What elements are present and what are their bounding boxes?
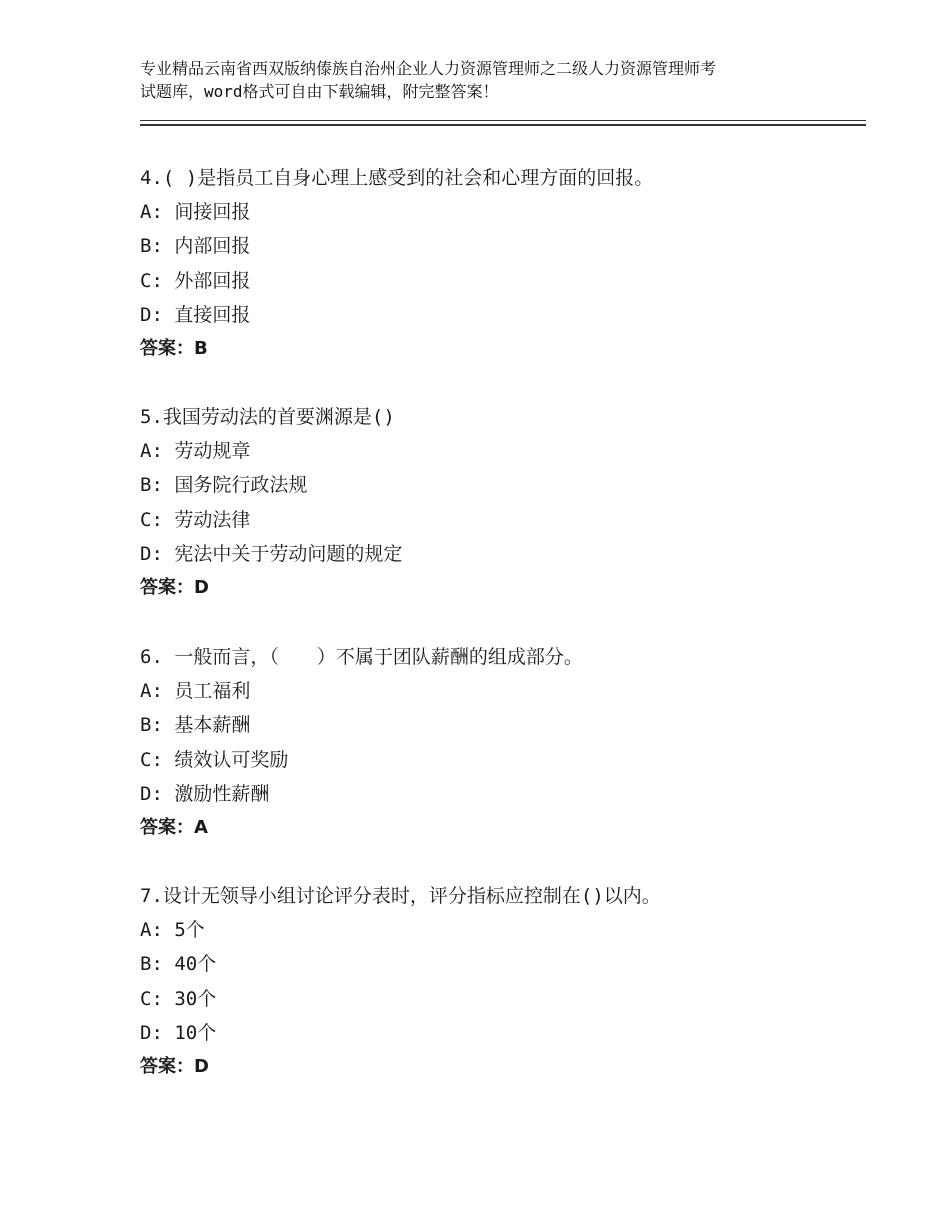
option-d: D: 宪法中关于劳动问题的规定	[140, 542, 403, 565]
option-a: A: 劳动规章	[140, 440, 251, 463]
option-a: A: 5个	[140, 919, 205, 942]
answer-label: 答案：D	[140, 1055, 209, 1077]
option-a: A: 员工福利	[140, 680, 251, 703]
question-6	[140, 640, 880, 845]
option-b: B: 40个	[140, 953, 217, 976]
question-stem: 5.我国劳动法的首要渊源是()	[140, 406, 395, 428]
option-d: D: 激励性薪酬	[140, 782, 270, 805]
header-line-1: 专业精品云南省西双版纳傣族自治州企业人力资源管理师之二级人力资源管理师考	[140, 59, 717, 78]
question-7	[140, 879, 880, 1084]
option-b: B: 国务院行政法规	[140, 474, 308, 497]
question-stem: 4.( )是指员工自身心理上感受到的社会和心理方面的回报。	[140, 167, 654, 189]
option-d: D: 10个	[140, 1021, 217, 1044]
answer-label: 答案：B	[140, 337, 208, 359]
option-c: C: 劳动法律	[140, 508, 251, 531]
answer-label: 答案：A	[140, 816, 208, 838]
option-d: D: 直接回报	[140, 303, 251, 326]
header-divider-bottom	[140, 124, 866, 126]
document-header	[140, 57, 830, 103]
option-c: C: 绩效认可奖励	[140, 748, 289, 771]
question-4	[140, 161, 880, 366]
question-stem: 6. 一般而言，（ ）不属于团队薪酬的组成部分。	[140, 646, 583, 668]
question-stem: 7.设计无领导小组讨论评分表时，评分指标应控制在()以内。	[140, 885, 661, 907]
option-a: A: 间接回报	[140, 201, 251, 224]
question-5	[140, 400, 880, 605]
header-line-2: 试题库，word格式可自由下载编辑，附完整答案！	[140, 82, 499, 101]
header-divider-top	[140, 120, 866, 121]
answer-label: 答案：D	[140, 576, 209, 598]
option-b: B: 内部回报	[140, 235, 251, 258]
option-c: C: 外部回报	[140, 269, 251, 292]
option-c: C: 30个	[140, 987, 217, 1010]
option-b: B: 基本薪酬	[140, 714, 251, 737]
